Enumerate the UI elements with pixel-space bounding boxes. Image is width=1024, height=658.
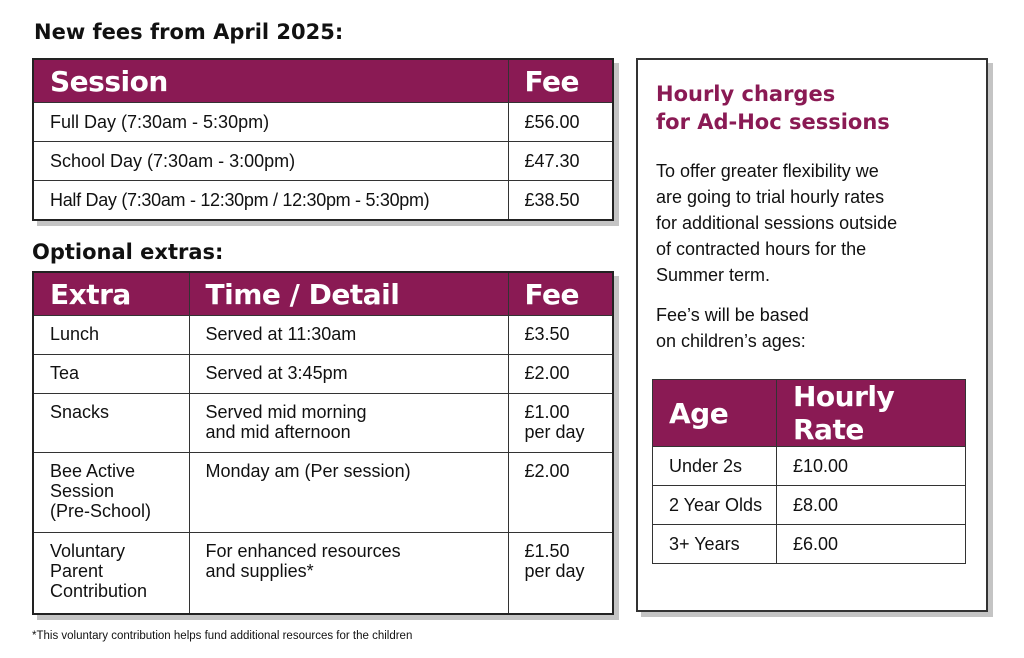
table-row <box>653 486 966 525</box>
table-row <box>33 316 613 355</box>
session-cell: School Day (7:30am - 3:00pm) <box>33 142 508 181</box>
extras-header-row <box>33 272 613 316</box>
fee-cell: £1.00 per day <box>508 394 613 453</box>
fees-table <box>32 58 614 221</box>
table-row <box>33 453 613 533</box>
fee-cell: £38.50 <box>508 181 613 221</box>
table-row <box>33 533 613 614</box>
table-row <box>33 103 613 142</box>
extra-cell: Bee Active Session (Pre-School) <box>33 453 189 533</box>
hourly-rate-table <box>652 379 966 564</box>
column-header-extra: Extra <box>33 272 189 316</box>
fee-cell: £2.00 <box>508 453 613 533</box>
table-row <box>33 394 613 453</box>
hourly-header-row <box>653 380 966 447</box>
age-cell: 2 Year Olds <box>653 486 777 525</box>
column-header-session: Session <box>33 59 508 103</box>
extra-cell: Voluntary Parent Contribution <box>33 533 189 614</box>
detail-cell: Monday am (Per session) <box>189 453 508 533</box>
fee-cell: £1.50 per day <box>508 533 613 614</box>
column-header-age: Age <box>653 380 777 447</box>
footnote: *This voluntary contribution helps fund additional resources for the children <box>32 630 413 642</box>
age-cell: Under 2s <box>653 447 777 486</box>
age-cell: 3+ Years <box>653 525 777 564</box>
detail-cell: For enhanced resources and supplies* <box>189 533 508 614</box>
extra-cell: Lunch <box>33 316 189 355</box>
table-row <box>653 447 966 486</box>
fees-heading: New fees from April 2025: <box>34 20 344 44</box>
extra-cell: Snacks <box>33 394 189 453</box>
extra-cell: Tea <box>33 355 189 394</box>
fee-cell: £3.50 <box>508 316 613 355</box>
table-row <box>33 181 613 221</box>
extras-heading: Optional extras: <box>32 240 224 264</box>
detail-cell: Served mid morning and mid afternoon <box>189 394 508 453</box>
table-row <box>33 142 613 181</box>
hourly-basis: Fee’s will be based on children’s ages: <box>656 305 809 351</box>
rate-cell: £10.00 <box>777 447 966 486</box>
fee-cell: £56.00 <box>508 103 613 142</box>
hourly-charges-box <box>636 58 988 612</box>
column-header-detail: Time / Detail <box>189 272 508 316</box>
rate-cell: £8.00 <box>777 486 966 525</box>
detail-cell: Served at 3:45pm <box>189 355 508 394</box>
session-cell: Half Day (7:30am - 12:30pm / 12:30pm - 5:30pm) <box>33 181 508 221</box>
column-header-hourly-rate: Hourly Rate <box>777 380 966 447</box>
session-cell: Full Day (7:30am - 5:30pm) <box>33 103 508 142</box>
hourly-intro: To offer greater flexibility we are going to trial hourly rates for additional sessions outside of contracted hours for the Summer term. <box>656 161 898 285</box>
detail-cell: Served at 11:30am <box>189 316 508 355</box>
fee-cell: £2.00 <box>508 355 613 394</box>
fee-cell: £47.30 <box>508 142 613 181</box>
column-header-fee: Fee <box>508 59 613 103</box>
hourly-title: Hourly charges for Ad-Hoc sessions <box>656 82 890 134</box>
rate-cell: £6.00 <box>777 525 966 564</box>
column-header-fee: Fee <box>508 272 613 316</box>
fees-header-row <box>33 59 613 103</box>
table-row <box>33 355 613 394</box>
extras-table <box>32 271 614 615</box>
table-row <box>653 525 966 564</box>
